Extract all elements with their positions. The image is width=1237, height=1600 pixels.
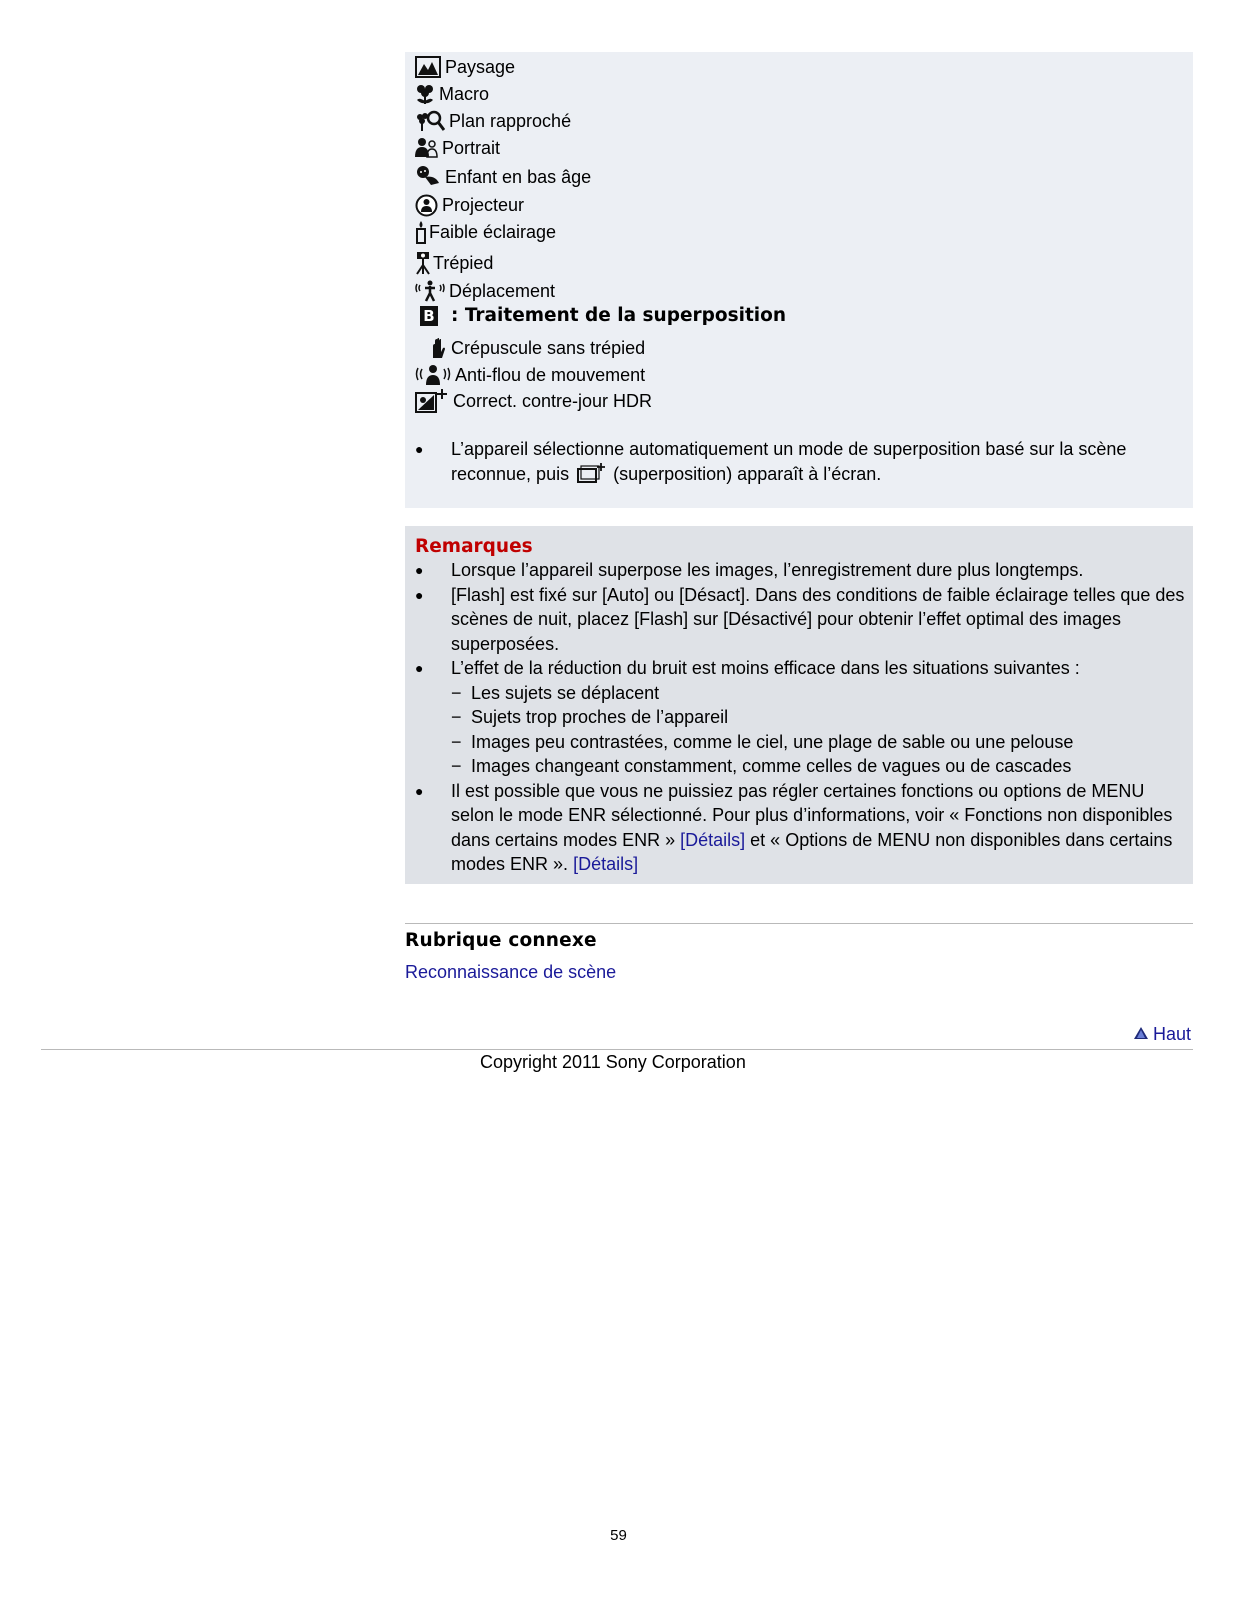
note-sub-item <box>415 754 1185 779</box>
scene-item-label: Projecteur <box>442 194 525 215</box>
scene-item-hdr <box>415 388 652 414</box>
related-topic-title: Rubrique connexe <box>405 930 597 951</box>
note-text: Lorsque l’appareil superpose les images, l’enregistrement dure plus longtemps. <box>451 560 1084 580</box>
superposition-heading <box>417 305 786 326</box>
scene-item-paysage <box>415 54 515 80</box>
scene-item-projecteur <box>415 192 524 218</box>
back-to-top-link[interactable] <box>1133 1024 1191 1045</box>
details-link-functions[interactable]: [Détails] <box>680 829 746 850</box>
scene-item-label: Correct. contre-jour HDR <box>453 390 653 411</box>
note-text: [Flash] est fixé sur [Auto] ou [Désact]. Dans des conditions de faible éclairage telles que des scènes de nuit, placez [Flash] sur [Désactivé] pour obtenir l’effet optimal des images superposées. <box>451 584 1185 654</box>
note-item <box>415 558 1185 583</box>
scene-item-label: Déplacement <box>449 280 556 301</box>
bullet-dot: ● <box>415 441 424 457</box>
copyright: Copyright 2011 Sony Corporation <box>480 1052 746 1072</box>
scene-item-label: Paysage <box>445 56 516 77</box>
dash-marker: − <box>451 707 462 727</box>
scene-item-label: Anti-flou de mouvement <box>455 364 646 385</box>
scene-item-macro <box>415 81 489 107</box>
superposition-badge-icon: B <box>420 306 438 326</box>
scene-item-label: Plan rapproché <box>449 110 572 131</box>
scene-item-deplacement <box>415 278 555 304</box>
scene-item-anti-flou <box>415 362 645 388</box>
related-topic-link[interactable]: Reconnaissance de scène <box>405 962 617 982</box>
hand-held-twilight-icon <box>415 336 447 360</box>
notes-box <box>405 526 1193 884</box>
dash-marker: − <box>451 756 462 776</box>
landscape-icon <box>415 56 441 78</box>
scene-item-enfant <box>415 164 591 190</box>
note-item <box>415 779 1185 877</box>
note-item <box>415 583 1185 657</box>
scene-item-label: Macro <box>439 83 490 104</box>
note-sub-item <box>415 705 1185 730</box>
dash-marker: − <box>451 682 462 703</box>
scene-item-label: Enfant en bas âge <box>445 166 592 187</box>
scene-item-label: Crépuscule sans trépied <box>451 337 646 358</box>
note-sub-text: Images peu contrastées, comme le ciel, une plage de sable ou une pelouse <box>471 731 1074 752</box>
scene-item-plan-rapproche <box>415 108 571 134</box>
scene-item-portrait <box>415 135 500 161</box>
note-sub-text: Les sujets se déplacent <box>471 682 660 703</box>
notes-list <box>415 558 1185 877</box>
note-sub-item <box>415 730 1185 755</box>
bullet-dot: ● <box>415 562 424 578</box>
bullet-text-before: L’appareil sélectionne automatiquement un mode de superposition basé sur la scène reconnue, puis <box>451 439 1127 484</box>
triangle-up-icon <box>1133 1024 1153 1045</box>
tripod-icon <box>415 251 431 275</box>
note-text: Il est possible que vous ne puissiez pas régler certaines fonctions ou options de MENU selon le mode ENR sélectionné. Pour plus d’informations, voir « Fonctions non disponibles dans certains modes ENR » <box>451 780 1173 850</box>
bullet-dot: ● <box>415 586 424 603</box>
page-number: 59 <box>610 1527 627 1544</box>
scene-item-label: Faible éclairage <box>429 221 557 242</box>
close-focus-icon <box>415 110 445 132</box>
portrait-icon <box>415 137 438 159</box>
superposition-icon <box>577 462 605 491</box>
scene-item-label: Portrait <box>442 137 501 158</box>
superposition-heading-text: : Traitement de la superposition <box>451 305 787 326</box>
dash-marker: − <box>451 731 462 752</box>
low-light-icon <box>415 220 427 244</box>
note-sub-text: Images changeant constamment, comme celles de vagues ou de cascades <box>471 756 1072 776</box>
superposition-bullet <box>415 437 1185 490</box>
back-to-top-label[interactable]: Haut <box>1152 1024 1191 1044</box>
scene-item-faible-eclairage <box>415 219 556 245</box>
note-item <box>415 656 1185 681</box>
anti-motion-blur-icon <box>415 363 451 387</box>
spotlight-icon <box>415 194 438 217</box>
infant-icon <box>415 165 441 189</box>
footer-divider <box>41 1049 1193 1050</box>
note-sub-text: Sujets trop proches de l’appareil <box>471 707 729 727</box>
scene-item-crepuscule <box>415 335 645 361</box>
scene-item-trepied <box>415 250 493 276</box>
backlight-hdr-icon <box>415 388 449 414</box>
scene-item-label: Trépied <box>433 252 494 273</box>
motion-icon <box>415 280 445 302</box>
note-sub-item <box>415 681 1185 706</box>
notes-title: Remarques <box>415 536 533 557</box>
section-divider <box>405 923 1193 924</box>
bullet-text-after: (superposition) apparaît à l’écran. <box>613 463 882 484</box>
macro-icon <box>415 83 435 105</box>
bullet-dot: ● <box>415 660 424 676</box>
note-text: et « Options de MENU non disponibles dans certains modes ENR ». <box>451 829 1173 874</box>
note-text: L’effet de la réduction du bruit est moins efficace dans les situations suivantes : <box>451 658 1080 678</box>
details-link-menu[interactable]: [Détails] <box>573 854 639 874</box>
bullet-dot: ● <box>415 782 424 799</box>
scene-list-box <box>405 52 1193 508</box>
